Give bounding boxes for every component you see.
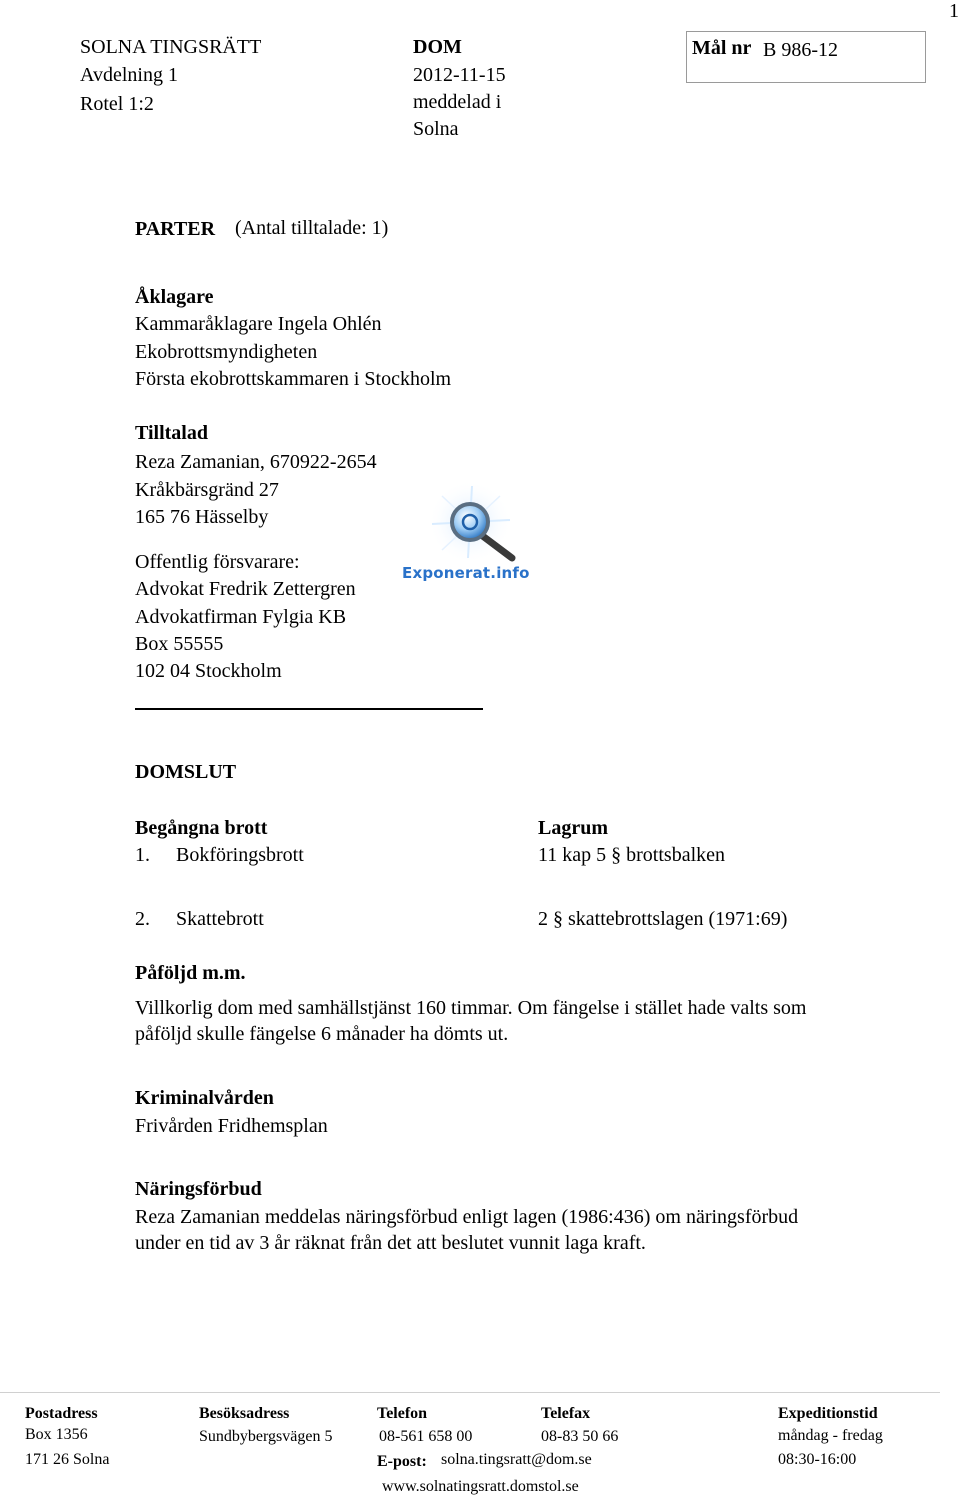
magnifier-icon — [402, 478, 562, 568]
crime-name: Skattebrott — [176, 908, 264, 930]
footer-email[interactable]: solna.tingsratt@dom.se — [441, 1451, 592, 1468]
case-number-label: Mål nr — [692, 37, 752, 59]
business-ban-line: Reza Zamanian meddelas näringsförbud enligt lagen (1986:436) om näringsförbud — [135, 1206, 799, 1228]
business-ban-line: under en tid av 3 år räknat från det att beslutet vunnit laga kraft. — [135, 1232, 646, 1254]
prosecutor-heading: Åklagare — [135, 286, 214, 308]
footer-divider — [0, 1392, 940, 1393]
crime-number: 1. — [135, 844, 150, 866]
crimes-heading: Begångna brott — [135, 817, 268, 839]
crime-law: 11 kap 5 § brottsbalken — [538, 844, 726, 866]
prosecutor-line: Ekobrottsmyndigheten — [135, 341, 318, 363]
footer-postal-label: Postadress — [25, 1405, 98, 1422]
issued-label: meddelad i — [413, 91, 502, 113]
footer-phone-label: Telefon — [377, 1405, 428, 1422]
footer-fax: 08-83 50 66 — [541, 1428, 619, 1445]
defendant-line: 165 76 Hässelby — [135, 506, 269, 528]
crime-law: 2 § skattebrottslagen (1971:69) — [538, 908, 788, 930]
footer-website[interactable]: www.solnatingsratt.domstol.se — [382, 1478, 579, 1495]
defender-line: 102 04 Stockholm — [135, 660, 282, 682]
defendant-line: Kråkbärsgränd 27 — [135, 479, 279, 501]
footer-hours-days: måndag - fredag — [778, 1427, 883, 1444]
verdict-heading: DOMSLUT — [135, 761, 237, 783]
footer-postal-line: 171 26 Solna — [25, 1451, 110, 1468]
watermark-logo — [402, 478, 562, 588]
defender-line: Advokat Fredrik Zettergren — [135, 578, 356, 600]
footer-hours-label: Expeditionstid — [778, 1405, 878, 1422]
document-type: DOM — [413, 36, 462, 58]
footer-fax-label: Telefax — [541, 1405, 591, 1422]
footer-hours-time: 08:30-16:00 — [778, 1451, 857, 1468]
defendant-heading: Tilltalad — [135, 422, 208, 444]
sanction-line: påföljd skulle fängelse 6 månader ha dömts ut. — [135, 1023, 509, 1045]
law-heading: Lagrum — [538, 817, 608, 839]
footer-postal-line: Box 1356 — [25, 1426, 88, 1443]
parties-heading: PARTER — [135, 218, 216, 240]
probation-heading: Kriminalvården — [135, 1087, 274, 1109]
footer-visit-label: Besöksadress — [199, 1405, 290, 1422]
case-number: B 986-12 — [763, 39, 838, 61]
defendant-line: Reza Zamanian, 670922-2654 — [135, 451, 377, 473]
crime-number: 2. — [135, 908, 150, 930]
watermark-logo-text: Exponerat.info — [402, 564, 530, 582]
footer-email-label: E-post: — [377, 1453, 427, 1470]
page-number: 1 — [949, 0, 959, 22]
sanction-line: Villkorlig dom med samhällstjänst 160 timmar. Om fängelse i stället hade valts som — [135, 997, 807, 1019]
court-department: Avdelning 1 — [80, 64, 178, 86]
probation-office: Frivården Fridhemsplan — [135, 1115, 328, 1137]
document-date: 2012-11-15 — [413, 64, 506, 86]
prosecutor-line: Kammaråklagare Ingela Ohlén — [135, 313, 382, 335]
footer-phone: 08-561 658 00 — [379, 1428, 473, 1445]
defender-line: Offentlig försvarare: — [135, 551, 300, 573]
defender-line: Box 55555 — [135, 633, 224, 655]
defendant-count: (Antal tilltalade: 1) — [235, 217, 389, 239]
court-rotel: Rotel 1:2 — [80, 93, 154, 115]
sanction-heading: Påföljd m.m. — [135, 962, 246, 984]
defender-line: Advokatfirman Fylgia KB — [135, 606, 347, 628]
section-divider — [135, 708, 483, 710]
issued-place: Solna — [413, 118, 459, 140]
court-name: SOLNA TINGSRÄTT — [80, 36, 262, 58]
footer-visit-line: Sundbybergsvägen 5 — [199, 1428, 333, 1445]
prosecutor-line: Första ekobrottskammaren i Stockholm — [135, 368, 452, 390]
business-ban-heading: Näringsförbud — [135, 1178, 262, 1200]
crime-name: Bokföringsbrott — [176, 844, 304, 866]
